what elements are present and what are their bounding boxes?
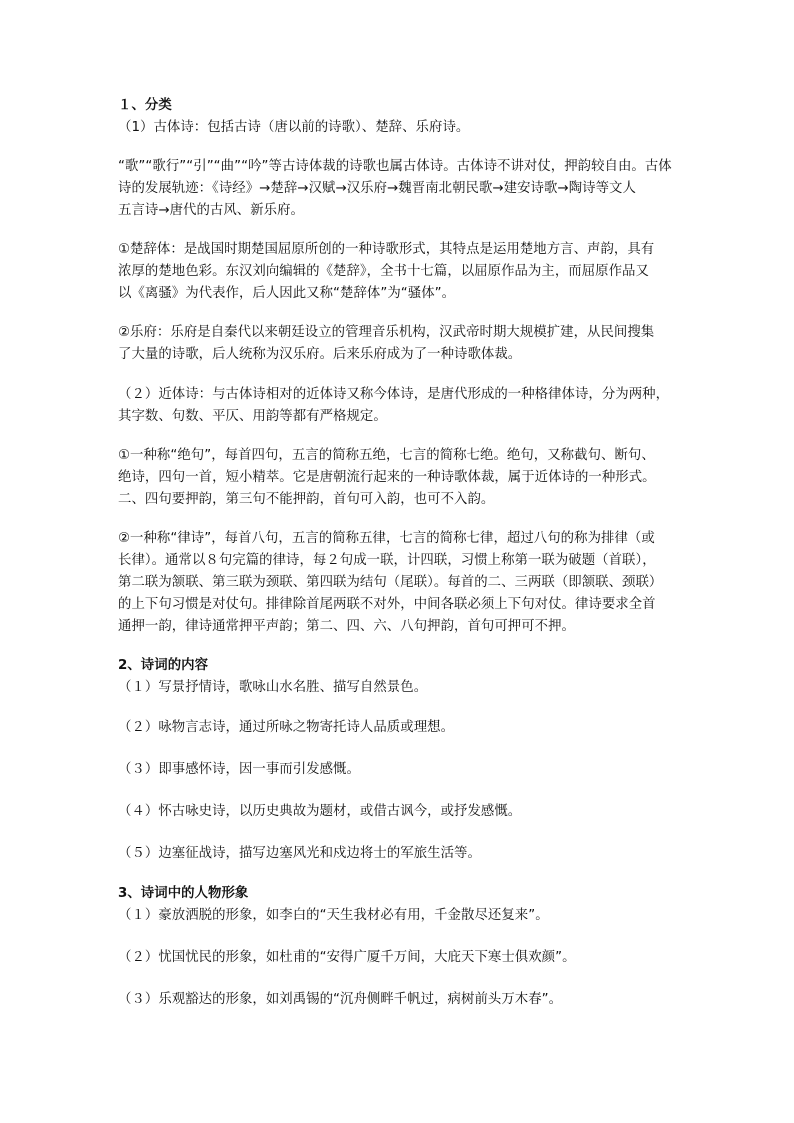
paragraph-line: 五言诗→唐代的古风、新乐府。	[118, 203, 304, 218]
paragraph-line: 通押一韵，律诗通常押平声韵；第二、四、六、八句押韵，首句可押可不押。	[118, 619, 575, 634]
list-item: （１）豪放洒脱的形象，如李白的“天生我材必有用，千金散尽还复来”。	[118, 908, 549, 923]
paragraph-line: 长律）。通常以８句完篇的律诗，每２句成一联，计四联，习惯上称第一联为破题（首联），	[118, 553, 656, 568]
paragraph-line: （1）古体诗：包括古诗（唐以前的诗歌）、楚辞、乐府诗。	[118, 120, 470, 135]
paragraph-line: 了大量的诗歌，后人统称为汉乐府。后来乐府成为了一种诗歌体裁。	[118, 347, 522, 362]
paragraph-line: （２）近体诗：与古体诗相对的近体诗又称今体诗，是唐代形成的一种格律体诗，分为两种，	[118, 387, 670, 402]
paragraph-line: 二、四句要押韵，第三句不能押韵，首句可入韵，也可不入韵。	[118, 492, 495, 507]
list-item: （３）即事感怀诗，因一事而引发感慨。	[118, 762, 360, 777]
list-item: （１）写景抒情诗，歌咏山水名胜、描写自然景色。	[118, 680, 428, 695]
paragraph-line: 其字数、句数、平仄、用韵等都有严格规定。	[118, 409, 387, 424]
list-item: （４）怀古咏史诗，以历史典故为题材，或借古讽今，或抒发感慨。	[118, 804, 522, 819]
paragraph-line: 绝诗，四句一首，短小精萃。它是唐朝流行起来的一种诗歌体裁，属于近体诗的一种形式。	[118, 470, 656, 485]
list-item: （５）边塞征战诗，描写边塞风光和戍边将士的军旅生活等。	[118, 846, 481, 861]
paragraph-line: 以《离骚》为代表作，后人因此又称“楚辞体”为“骚体”。	[118, 286, 456, 301]
list-item: （２）忧国忧民的形象，如杜甫的“安得广厦千万间，大庇天下寒士俱欢颜”。	[118, 950, 576, 965]
section-3-heading: 3、诗词中的人物形象	[118, 886, 249, 901]
paragraph-line: ②一种称“律诗”，每首八句，五言的简称五律，七言的简称七律，超过八句的称为排律（或	[118, 531, 655, 546]
paragraph-line: ①一种称“绝句”，每首四句，五言的简称五绝，七言的简称七绝。绝句，又称截句、断句、	[118, 448, 655, 463]
paragraph-line: ①楚辞体：是战国时期楚国屈原所创的一种诗歌形式，其特点是运用楚地方言、声韵，具有	[118, 242, 655, 257]
section-2-heading: 2、诗词的内容	[118, 658, 209, 673]
paragraph-line: 第二联为颔联、第三联为颈联、第四联为结句（尾联）。每首的二、三两联（即颔联、颈联）	[118, 575, 663, 590]
list-item: （３）乐观豁达的形象，如刘禹锡的“沉舟侧畔千帆过，病树前头万木春”。	[118, 992, 563, 1007]
paragraph-line: 诗的发展轨迹：《诗经》→楚辞→汉赋→汉乐府→魏晋南北朝民歌→建安诗歌→陶诗等文人	[118, 181, 636, 196]
paragraph-line: ②乐府：乐府是自秦代以来朝廷设立的管理音乐机构，汉武帝时期大规模扩建，从民间搜集	[118, 325, 655, 340]
paragraph-line: 的上下句习惯是对仗句。排律除首尾两联不对外，中间各联必须上下句对仗。律诗要求全首	[118, 597, 656, 612]
list-item: （２）咏物言志诗，通过所咏之物寄托诗人品质或理想。	[118, 720, 455, 735]
paragraph-line: 浓厚的楚地色彩。东汉刘向编辑的《楚辞》，全书十七篇，以屈原作品为主，而屈原作品又	[118, 264, 649, 279]
section-1-heading: １、分类	[118, 98, 172, 113]
paragraph-line: “歌”“歌行”“引”“曲”“吟”等古诗体裁的诗歌也属古体诗。古体诗不讲对仗，押韵较自由。古体	[118, 159, 672, 174]
